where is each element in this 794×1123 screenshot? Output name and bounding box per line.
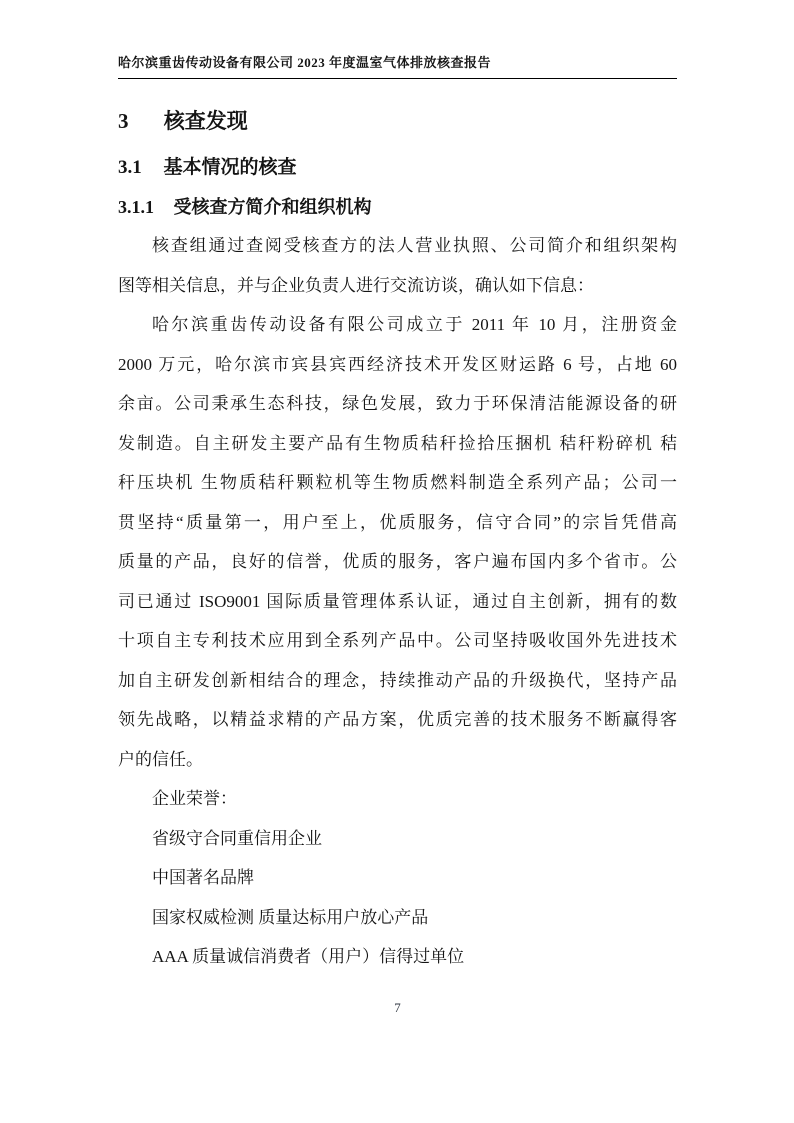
section-title: 受核查方简介和组织机构	[173, 197, 372, 217]
paragraph-line: 质量的产品，良好的信誉，优质的服务，客户遍布国内多个省市。公	[118, 552, 677, 571]
paragraph-line: 十项自主专利技术应用到全系列产品中。公司坚持吸收国外先进技术	[118, 631, 677, 650]
paragraph-line: 核查组通过查阅受核查方的法人营业执照、公司简介和组织架构	[152, 236, 677, 255]
section-title: 核查发现	[163, 109, 248, 133]
section-number: 3	[118, 109, 129, 133]
page-header	[118, 54, 677, 79]
paragraph-line: 2000 万元，哈尔滨市宾县宾西经济技术开发区财运路 6 号，占地 60	[118, 354, 677, 374]
section-number: 3.1	[118, 157, 142, 178]
paragraph-line: 司已通过 ISO9001 国际质量管理体系认证，通过自主创新，拥有的数	[118, 591, 677, 611]
paragraph-line: 户的信任。	[118, 749, 203, 769]
page-number: 7	[394, 1000, 401, 1015]
paragraph-line: 贯坚持“质量第一，用户至上，优质服务，信守合同”的宗旨凭借高	[118, 512, 677, 532]
header-title: 哈尔滨重齿传动设备有限公司 2023 年度温室气体排放核查报告	[118, 55, 492, 70]
section-number: 3.1.1	[118, 197, 154, 217]
page-footer	[118, 1000, 677, 1016]
paragraph-line: AAA 质量诚信消费者（用户）信得过单位	[152, 947, 465, 966]
paragraph-line: 发制造。自主研发主要产品有生物质秸秆捡拾压捆机 秸秆粉碎机 秸	[118, 433, 677, 453]
paragraph-line: 中国著名品牌	[152, 868, 254, 887]
paragraph-line: 哈尔滨重齿传动设备有限公司成立于 2011 年 10 月，注册资金	[152, 315, 677, 334]
paragraph-line: 余亩。公司秉承生态科技，绿色发展，致力于环保清洁能源设备的研	[118, 394, 677, 413]
section-heading-3-1-1	[118, 196, 372, 218]
paragraph-line: 加自主研发创新相结合的理念，持续推动产品的升级换代，坚持产品	[118, 670, 677, 690]
section-heading-3-1	[118, 156, 297, 179]
paragraph-line: 企业荣誉：	[152, 789, 237, 808]
paragraph-line: 秆压块机 生物质秸秆颗粒机等生物质燃料制造全系列产品；公司一	[118, 473, 677, 492]
paragraph-line: 国家权威检测 质量达标用户放心产品	[152, 907, 429, 927]
paragraph-line: 图等相关信息，并与企业负责人进行交流访谈，确认如下信息：	[118, 275, 594, 295]
paragraph-line: 领先战略，以精益求精的产品方案，优质完善的技术服务不断赢得客	[118, 710, 677, 729]
paragraphs	[118, 226, 677, 977]
section-heading-3	[118, 108, 248, 134]
section-title: 基本情况的核查	[163, 157, 297, 178]
paragraph-line: 省级守合同重信用企业	[152, 828, 322, 848]
